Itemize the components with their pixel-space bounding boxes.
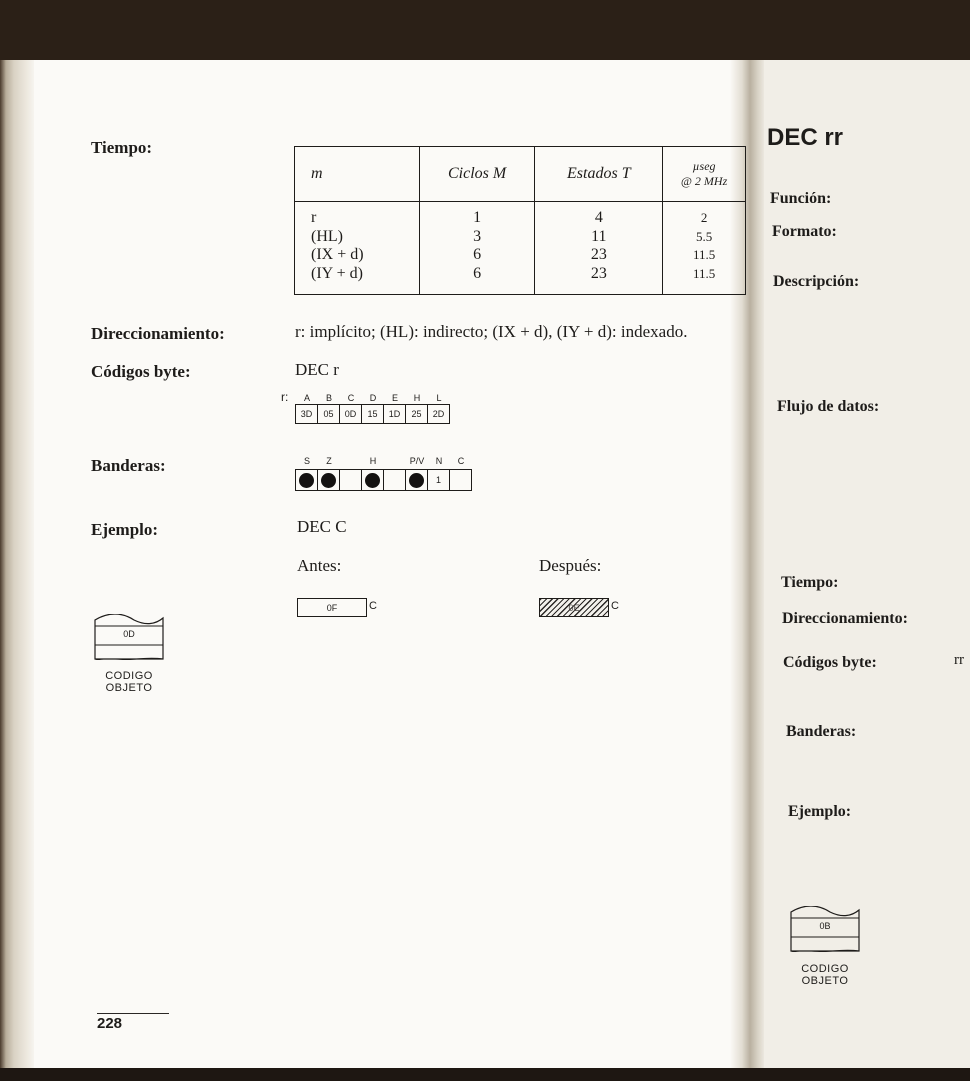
label-ejemplo: Ejemplo: — [91, 520, 159, 539]
header-estados: Estados T — [535, 147, 663, 202]
timing-table — [294, 146, 746, 295]
flag-affected-dot — [409, 473, 424, 488]
cell-ciclos: 3 — [473, 227, 482, 245]
register-before: 0F — [297, 598, 367, 617]
caption-line: CODIGO — [105, 670, 153, 682]
col-estados — [535, 202, 663, 295]
flags-row — [296, 469, 472, 491]
cell-usec: 5.5 — [695, 228, 713, 244]
cell-ciclos: 6 — [473, 246, 482, 263]
flag-cell — [449, 469, 472, 491]
flag-cell — [405, 469, 428, 491]
register-after-name: C — [611, 600, 619, 612]
right-label-formato: Formato: — [772, 223, 837, 240]
label-tiempo: Tiempo: — [91, 138, 153, 157]
opcode-codes — [296, 404, 450, 424]
right-label-tiempo: Tiempo: — [781, 574, 839, 591]
cell-m: (IX + d) — [311, 246, 364, 263]
flag-affected-dot — [365, 473, 380, 488]
flag-value: 1 — [435, 475, 441, 485]
col-usec — [663, 202, 746, 295]
flag-cell — [383, 469, 406, 491]
flag-label: P/V — [409, 456, 425, 466]
timing-table-body — [295, 202, 746, 295]
right-codigos-value: rr — [954, 652, 964, 668]
flag-label — [340, 456, 362, 466]
right-label-banderas: Banderas: — [786, 723, 857, 740]
register-before-name: C — [369, 600, 377, 612]
flag-cell — [317, 469, 340, 491]
register-label: L — [436, 393, 442, 403]
caption-line: OBJETO — [105, 682, 153, 694]
flag-affected-dot — [321, 473, 336, 488]
page-number-rule — [97, 1013, 169, 1014]
cell-usec: 2 — [700, 210, 708, 225]
flag-cell — [295, 469, 318, 491]
right-label-direccionamiento: Direccionamiento: — [782, 610, 908, 627]
cell-ciclos: 1 — [473, 209, 482, 226]
right-page-title: DEC rr — [767, 124, 844, 151]
register-after: 0E — [539, 598, 609, 617]
header-usec — [663, 147, 746, 202]
right-object-code-value: 0B — [819, 921, 831, 931]
cell-m: r — [311, 209, 317, 226]
flag-label: N — [435, 456, 443, 466]
right-label-descripcion: Descripción: — [773, 273, 860, 290]
header-usec-unit: µseg — [692, 159, 716, 173]
before-label: Antes: — [297, 556, 342, 575]
opcode-instruction: DEC r — [295, 360, 339, 379]
right-label-ejemplo: Ejemplo: — [788, 803, 852, 820]
after-label: Después: — [539, 556, 602, 575]
col-m — [295, 202, 420, 295]
timing-table-header — [295, 147, 746, 202]
cell-m: (IY + d) — [311, 264, 363, 282]
opcode-cell: 05 — [317, 404, 340, 424]
opcode-cell: 15 — [361, 404, 384, 424]
right-object-code-caption — [790, 963, 860, 987]
label-banderas: Banderas: — [91, 456, 166, 475]
header-usec-freq: @ 2 MHz — [680, 174, 728, 188]
opcode-cell: 3D — [295, 404, 318, 424]
col-ciclos — [419, 202, 535, 295]
flag-label — [384, 456, 406, 466]
flag-cell — [427, 469, 450, 491]
right-label-funcion: Función: — [770, 190, 832, 207]
register-label: D — [369, 393, 377, 403]
caption-line: CODIGO — [801, 963, 849, 975]
flag-label: S — [303, 456, 310, 466]
header-ciclos: Ciclos M — [419, 147, 535, 202]
addressing-text: r: implícito; (HL): indirecto; (IX + d), (IY + d): indexado. — [295, 322, 688, 341]
cell-usec: 11.5 — [692, 247, 716, 262]
register-label: C — [347, 393, 355, 403]
cell-estados: 11 — [591, 227, 607, 245]
example-instruction: DEC C — [297, 517, 347, 536]
flag-cell — [339, 469, 362, 491]
scan-top-border — [0, 0, 970, 60]
page-number: 228 — [97, 1015, 123, 1032]
flag-label: C — [457, 456, 465, 466]
cell-m: (HL) — [311, 227, 343, 245]
flag-label: H — [369, 456, 377, 466]
flag-affected-dot — [299, 473, 314, 488]
header-m: m — [295, 147, 420, 202]
cell-usec: 11.5 — [692, 265, 716, 281]
cell-estados: 23 — [590, 264, 607, 282]
flag-cell — [361, 469, 384, 491]
right-label-flujo: Flujo de datos: — [777, 398, 880, 415]
object-code-caption — [94, 670, 164, 694]
cell-ciclos: 6 — [473, 264, 482, 282]
register-label: A — [303, 393, 310, 403]
label-direccionamiento: Direccionamiento: — [91, 324, 225, 343]
scan-bottom-border — [0, 1068, 970, 1081]
opcode-cell: 25 — [405, 404, 428, 424]
register-label: B — [325, 393, 332, 403]
label-codigos-byte: Códigos byte: — [91, 362, 191, 381]
right-label-codigos-byte: Códigos byte: — [783, 654, 877, 671]
object-code-value: 0D — [123, 629, 135, 639]
opcode-prefix: r: — [281, 390, 289, 404]
opcode-cell: 1D — [383, 404, 406, 424]
register-label: E — [391, 393, 398, 403]
opcode-cell: 2D — [427, 404, 450, 424]
register-label: H — [413, 393, 421, 403]
flag-labels — [296, 456, 472, 466]
flag-label: Z — [326, 456, 332, 466]
caption-line: OBJETO — [801, 975, 849, 987]
cell-estados: 23 — [590, 246, 607, 263]
cell-estados: 4 — [594, 209, 603, 226]
page-edge-shadow — [0, 60, 34, 1070]
opcode-cell: 0D — [339, 404, 362, 424]
register-labels — [296, 393, 450, 403]
